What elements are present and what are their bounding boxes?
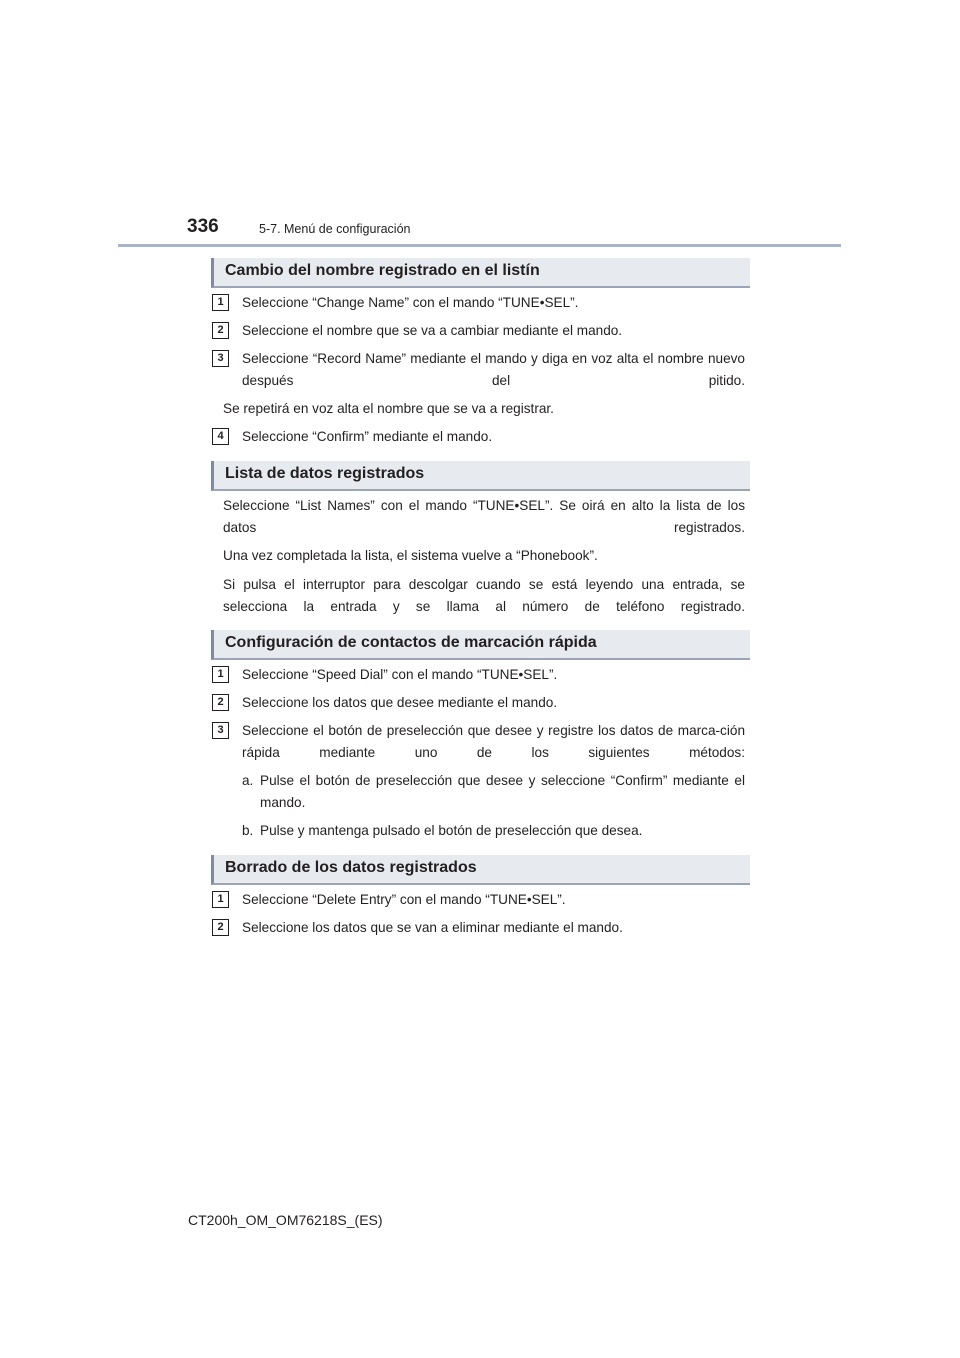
section-title: Configuración de contactos de marcación rápida (225, 634, 597, 651)
footer-code: CT200h_OM_OM76218S_(ES) (188, 1212, 383, 1228)
step-text: Seleccione los datos que desee mediante el mando. (242, 695, 558, 710)
paragraph: Una vez completada la lista, el sistema vuelve a “Phonebook”. (223, 548, 598, 563)
step-badge: 1 (212, 891, 229, 908)
section-header-speed-dial (211, 630, 750, 660)
header-rule (118, 244, 841, 247)
paragraph: Seleccione “List Names” con el mando “TUNE•SEL”. Se oirá en alto la lista de los datos registrados. (223, 498, 745, 535)
sub-item-text: Pulse el botón de preselección que desee y seleccione “Confirm” mediante el mando. (260, 773, 745, 810)
step-text: Seleccione “Record Name” mediante el mando y diga en voz alta el nombre nuevo después del pitido. (242, 351, 745, 388)
sub-item-text: Pulse y mantenga pulsado el botón de preselección que desea. (260, 823, 643, 838)
step-badge: 3 (212, 350, 229, 367)
section-title: Cambio del nombre registrado en el listín (225, 262, 540, 279)
step-text: Seleccione los datos que se van a eliminar mediante el mando. (242, 920, 623, 935)
section-title: Lista de datos registrados (225, 465, 425, 482)
step-badge: 2 (212, 919, 229, 936)
step-text: Seleccione “Speed Dial” con el mando “TUNE•SEL”. (242, 667, 558, 682)
page-number: 336 (187, 216, 219, 237)
section-header-list-data (211, 461, 750, 491)
step-text: Seleccione el nombre que se va a cambiar mediante el mando. (242, 323, 623, 338)
step-badge: 1 (212, 666, 229, 683)
note-text: Se repetirá en voz alta el nombre que se va a registrar. (223, 401, 554, 416)
step-text: Seleccione “Confirm” mediante el mando. (242, 429, 493, 444)
step-text: Seleccione el botón de preselección que desee y registre los datos de marca-ción rápida mediante uno de los siguientes métodos: (242, 723, 745, 760)
section-header-delete (211, 855, 750, 885)
sub-item-label: b. (242, 823, 254, 838)
chapter-title: 5-7. Menú de configuración (259, 222, 411, 236)
step-badge: 2 (212, 322, 229, 339)
section-title: Borrado de los datos registrados (225, 859, 477, 876)
step-badge: 4 (212, 428, 229, 445)
paragraph: Si pulsa el interruptor para descolgar cuando se está leyendo una entrada, se selecciona la entrada y se llama al número de teléfono registrado. (223, 577, 745, 614)
step-badge: 3 (212, 722, 229, 739)
step-text: Seleccione “Delete Entry” con el mando “TUNE•SEL”. (242, 892, 566, 907)
section-header-change-name (211, 258, 750, 288)
step-text: Seleccione “Change Name” con el mando “TUNE•SEL”. (242, 295, 579, 310)
step-badge: 1 (212, 294, 229, 311)
sub-item-label: a. (242, 773, 254, 788)
step-badge: 2 (212, 694, 229, 711)
